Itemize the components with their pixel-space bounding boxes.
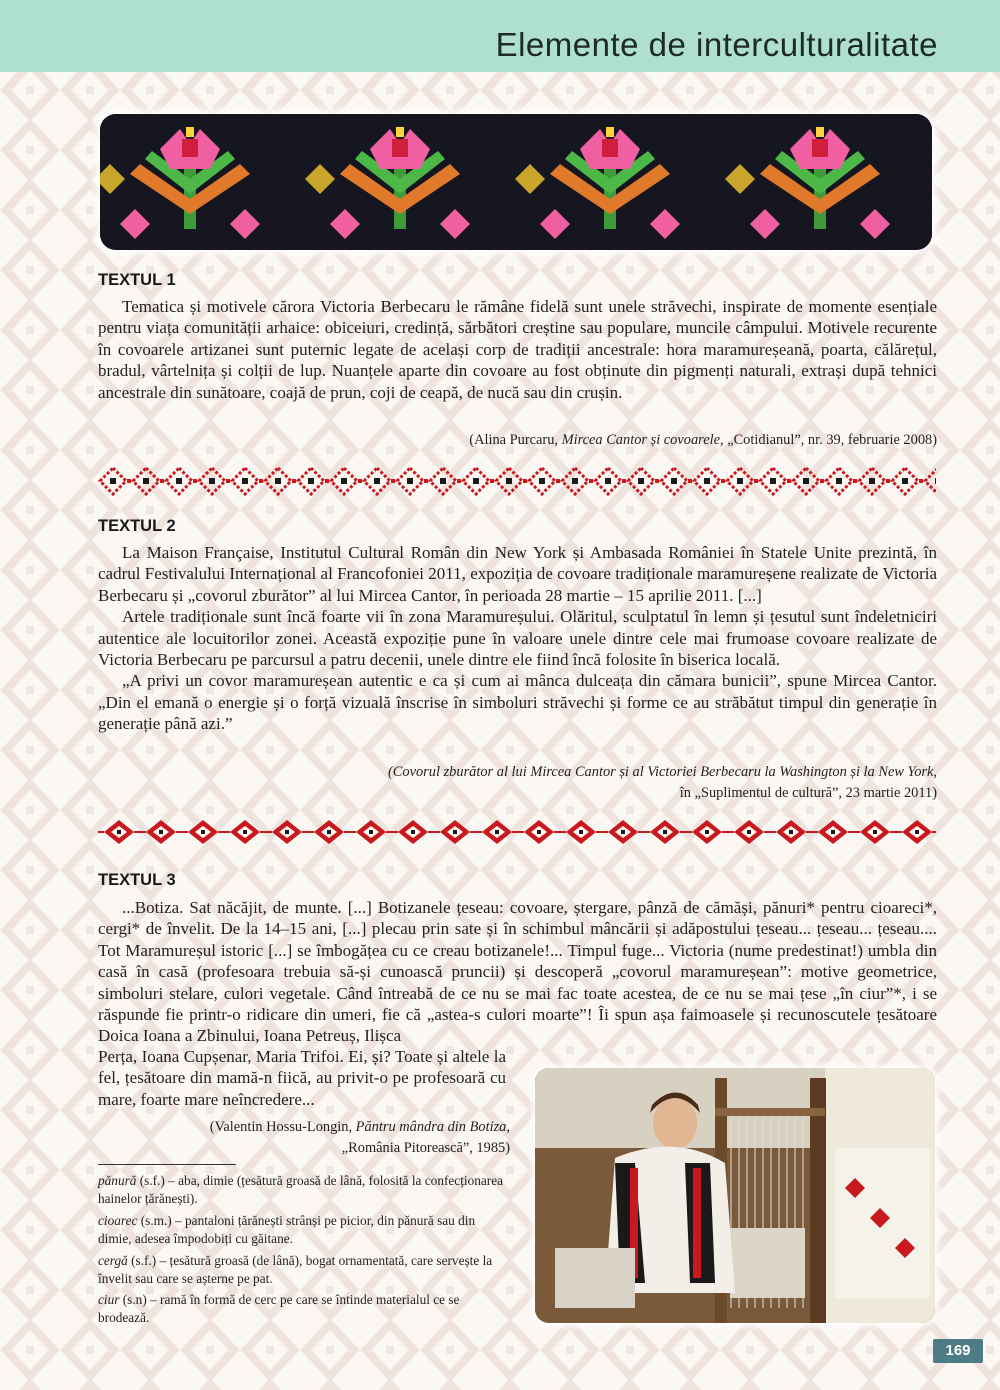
text1-body xyxy=(98,296,937,403)
footnote-panura: pănură (s.f.) – aba, dimie (țesătură groasă de lână, folosită la confecționarea hainelor țărănești). xyxy=(98,1173,504,1206)
weaver-photo-illustration xyxy=(535,1068,935,1323)
footnote-separator xyxy=(98,1164,236,1165)
text2-heading: TEXTUL 2 xyxy=(98,517,176,535)
text3-paragraph-continued: Perța, Ioana Cupșenar, Maria Trifoi. Ei, și? Toate și altele la fel, țesătoare din mamă-n fiică, au privit-o pe profesoară cu mare, foarte mare neîncredere... xyxy=(98,1047,506,1109)
text2-source xyxy=(388,762,937,804)
page-number: 169 xyxy=(933,1339,983,1363)
chapter-title: Elemente de interculturalitate xyxy=(495,26,938,63)
text3-paragraph: ...Botiza. Sat năcăjit, de munte. [...] Botizanele țeseau: covoare, ștergare, pânză de cămăși, pănuri* pentru cioareci*, cergi* de învelit. De la 14–15 ani, [...] plecau prin sate și în schimbul mâncării și adăpostului țeseau... țeseau... țeseau.... Tot Maramureșul istoric [...] se îmbogățea cu ce creau botizanele!... Timpul fuge... Victoria (nume predestinat!) umbla din casă în casă (profesoara trebuia să-și cunoască pruncii) și descoperă „covorul maramureșean”: motive geometrice, simboluri stelare, culori vegetale. Când întreabă de ce nu se mai fac toate acestea, de ce nu se mai țese „în ciur”*, i se răspunde fie printr-o ridicare din umeri, fie că „astea-s culori moarte”! Îi spun așa faimoasele și recunoscutele țesătoare Doica Ioana a Zbinului, Ioana Petreuș, Ilișca xyxy=(98,898,937,1046)
chapter-header xyxy=(0,0,1000,72)
text2-source-line2: în „Suplimentul de cultură”, 23 martie 2011) xyxy=(679,785,937,801)
embroidered-carpet-banner xyxy=(100,114,932,250)
footnote-cioarec: cioarec (s.m.) – pantaloni țărănești strânși pe picior, din pănură sau din dimie, adesea împodobiți cu găitane. xyxy=(98,1213,476,1246)
text3-source: (Valentin Hossu-Longin, Păntru mândra din Botiza, „România Pitorească”, 1985) xyxy=(209,1119,510,1156)
text2-source-line1: (Covorul zburător al lui Mircea Cantor și al Victoriei Berbecaru la Washington și la New York, xyxy=(388,764,937,780)
text2-paragraph-1: La Maison Française, Institutul Cultural Român din New York și Ambasada României în Statele Unite prezintă, în cadrul Festivalului Internațional al Francofoniei 2011, expoziția de covoare tradiționale maramureșene realizate de Victoria Berbecaru și „covorul zburător” al lui Mircea Cantor, în perioada 28 martie – 15 aprilie 2011. [...] xyxy=(98,543,937,605)
folk-motif-divider xyxy=(98,817,936,847)
text1-source: (Alina Purcaru, Mircea Cantor și covoarele, „Cotidianul”, nr. 39, februarie 2008) xyxy=(469,432,937,448)
carpet-motif-illustration xyxy=(100,114,932,250)
text2-paragraph-2: Artele tradiționale sunt încă foarte vii în zona Maramureșului. Olăritul, sculptatul în lemn și țesutul sunt îndeletniciri autentice ale locuitorilor zonei. Această expoziție pune în valoare unele dintre cele mai frumoase covoare realizate de Victoria Berbecaru pe parcursul a patru decenii, unele dintre ele fiind încă folosite în biserica locală. xyxy=(98,607,937,670)
text1-heading: TEXTUL 1 xyxy=(98,271,176,289)
text3-heading: TEXTUL 3 xyxy=(98,871,176,889)
text1-paragraph: Tematica și motivele cărora Victoria Berbecaru le rămâne fidelă sunt unele străvechi, inspirate de momente esențiale pentru viața comunității arhaice: obiceiuri, credință, sărbători creștine sau populare, muncile câmpului. Motivele recurente în covoarele artizanei sunt puternic legate de același corp de tradiții ancestrale: hora maramureșeană, poarta, călărețul, bradul, vârtelnița și colții de lup. Nuanțele aparte din covoare au fost obținute din pigmenți naturali, extrași după tehnici ancestrale din sunătoare, coajă de prun, coji de ceapă, de nucă sau din crușin. xyxy=(98,297,937,402)
weaver-at-loom-photo xyxy=(535,1068,935,1323)
text3-body-continued xyxy=(98,1046,506,1110)
text2-paragraph-3: „A privi un covor maramureșean autentic e ca și cum ai mânca dulceața din cămara bunicii”, spune Mircea Cantor. „Din el emană o energie și o forță vizuală înscrise în simboluri străvechi și forme ce au străbătut timpul din generație în generație până azi.” xyxy=(98,671,937,734)
text3-body xyxy=(98,897,937,1047)
folk-motif-divider xyxy=(98,466,936,496)
footnote-ciur: ciur (s.n) – ramă în formă de cerc pe care se întinde materialul ce se brodează. xyxy=(98,1292,460,1325)
text3-source-line2: „România Pitorească”, 1985) xyxy=(341,1140,510,1156)
footnote-cerga: cergă (s.f.) – țesătură groasă (de lână), bogat ornamentată, care servește la învelit sau care se așterne pe pat. xyxy=(98,1253,493,1286)
text2-body xyxy=(98,542,937,735)
